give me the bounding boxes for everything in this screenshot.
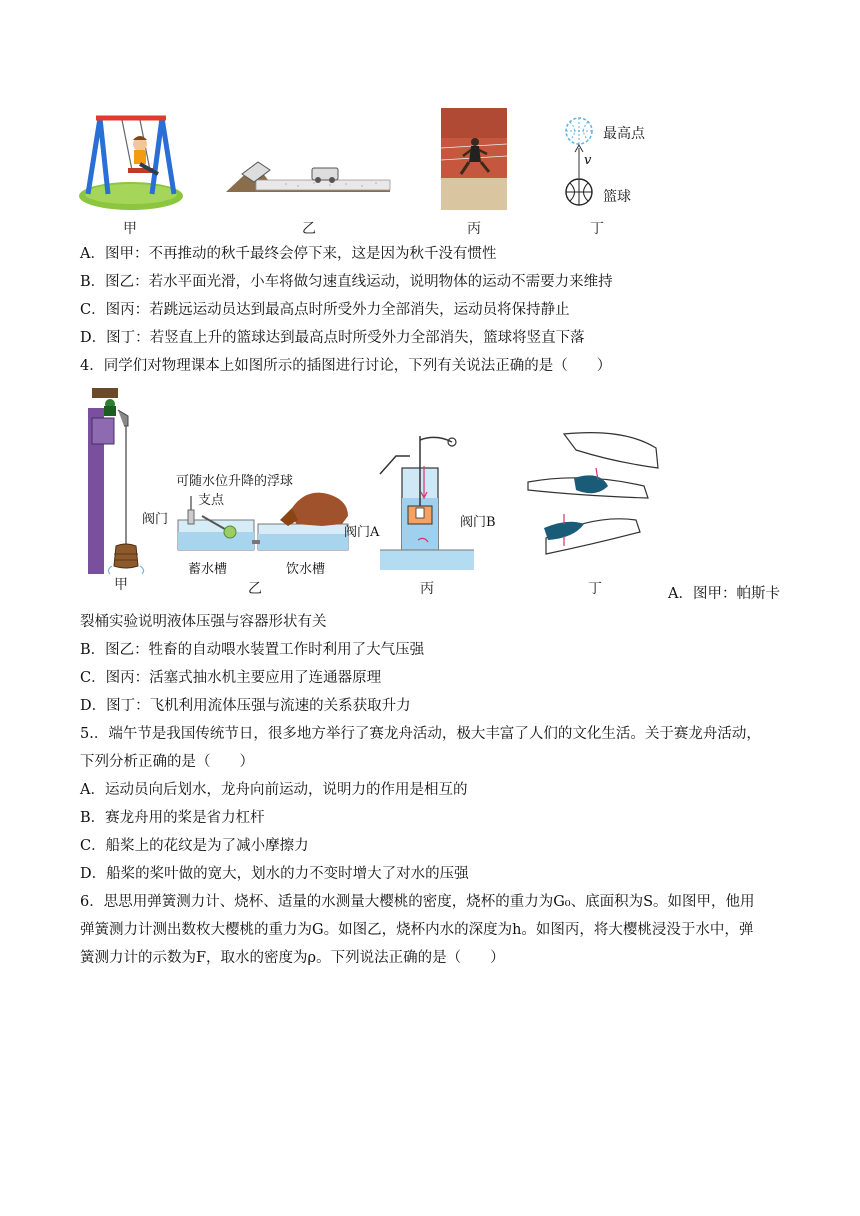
q4-option-a-part1: A．图甲：帕斯卡: [668, 586, 780, 602]
q6-line1: 6．思思用弹簧测力计、烧杯、适量的水测量大樱桃的密度，烧杯的重力为G₀、底面积为S。如图甲，他用: [80, 894, 755, 910]
label-valve: 阀门: [142, 512, 169, 527]
q3-option-a: A．图甲：不再推动的秋千最终会停下来，这是因为秋千没有惯性: [80, 246, 497, 262]
q3-caption-jia: 甲: [123, 221, 137, 237]
label-basketball: 篮球: [603, 189, 631, 205]
swing-figure: [78, 112, 184, 212]
q6-line3: 簧测力计的示数为F，取水的密度为ρ。下列说法正确的是（ ）: [80, 950, 505, 966]
label-storage-trough: 蓄水槽: [188, 562, 228, 577]
label-highest-point: 最高点: [603, 126, 645, 142]
q5-option-c: C．船桨上的花纹是为了减小摩擦力: [80, 838, 309, 854]
q3-option-d: D．图丁：若竖直上升的篮球达到最高点时所受外力全部消失，篮球将竖直下落: [80, 330, 585, 346]
label-valve-a: 阀门A: [344, 525, 380, 540]
q4-caption-yi: 乙: [248, 581, 262, 597]
label-pivot: 支点: [198, 493, 225, 508]
q5-option-a: A．运动员向后划水，龙舟向前运动，说明力的作用是相互的: [80, 782, 468, 798]
q4-caption-jia: 甲: [114, 577, 128, 593]
q4-option-a-part2: 裂桶实验说明液体压强与容器形状有关: [80, 614, 327, 630]
q4-caption-bing: 丙: [420, 581, 434, 597]
label-velocity: v: [584, 153, 592, 168]
q3-option-c: C．图丙：若跳远运动员达到最高点时所受外力全部消失，运动员将保持静止: [80, 302, 570, 318]
ramp-car-figure: [226, 158, 390, 194]
q5-option-d: D．船桨的桨叶做的宽大，划水的力不变时增大了对水的压强: [80, 866, 469, 882]
q5-stem-line1: 5.．端午节是我国传统节日，很多地方举行了赛龙舟活动，极大丰富了人们的文化生活。关于赛龙舟活动，: [80, 726, 761, 742]
q3-caption-yi: 乙: [302, 221, 316, 237]
q3-option-b: B．图乙：若水平面光滑，小车将做匀速直线运动，说明物体的运动不需要力来维持: [80, 274, 613, 290]
airplane-wing-figure: [524, 428, 660, 574]
q4-stem: 4．同学们对物理课本上如图所示的插图进行讨论，下列有关说法正确的是（ ）: [80, 358, 612, 374]
q4-caption-ding: 丁: [588, 581, 602, 597]
long-jump-figure: [441, 108, 507, 210]
q4-option-d: D．图丁：飞机利用流体压强与流速的关系获取升力: [80, 698, 411, 714]
label-float-ball: 可随水位升降的浮球: [176, 474, 294, 489]
label-valve-b: 阀门B: [460, 515, 496, 530]
q5-stem-line2: 下列分析正确的是（ ）: [80, 754, 254, 770]
q5-option-b: B．赛龙舟用的桨是省力杠杆: [80, 810, 265, 826]
q3-caption-ding: 丁: [590, 221, 604, 237]
q6-line2: 弹簧测力计测出数枚大樱桃的重力为G。如图乙，烧杯内水的深度为h。如图丙，将大樱桃浸没于水中，弹: [80, 922, 754, 938]
q4-option-c: C．图丙：活塞式抽水机主要应用了连通器原理: [80, 670, 382, 686]
piston-pump-figure: [380, 436, 474, 570]
basketball-figure: [562, 116, 602, 210]
q3-caption-bing: 丙: [467, 221, 481, 237]
pascal-barrel-figure: [88, 388, 154, 574]
q4-option-b: B．图乙：牲畜的自动喂水装置工作时利用了大气压强: [80, 642, 425, 658]
label-drinking-trough: 饮水槽: [286, 562, 326, 577]
